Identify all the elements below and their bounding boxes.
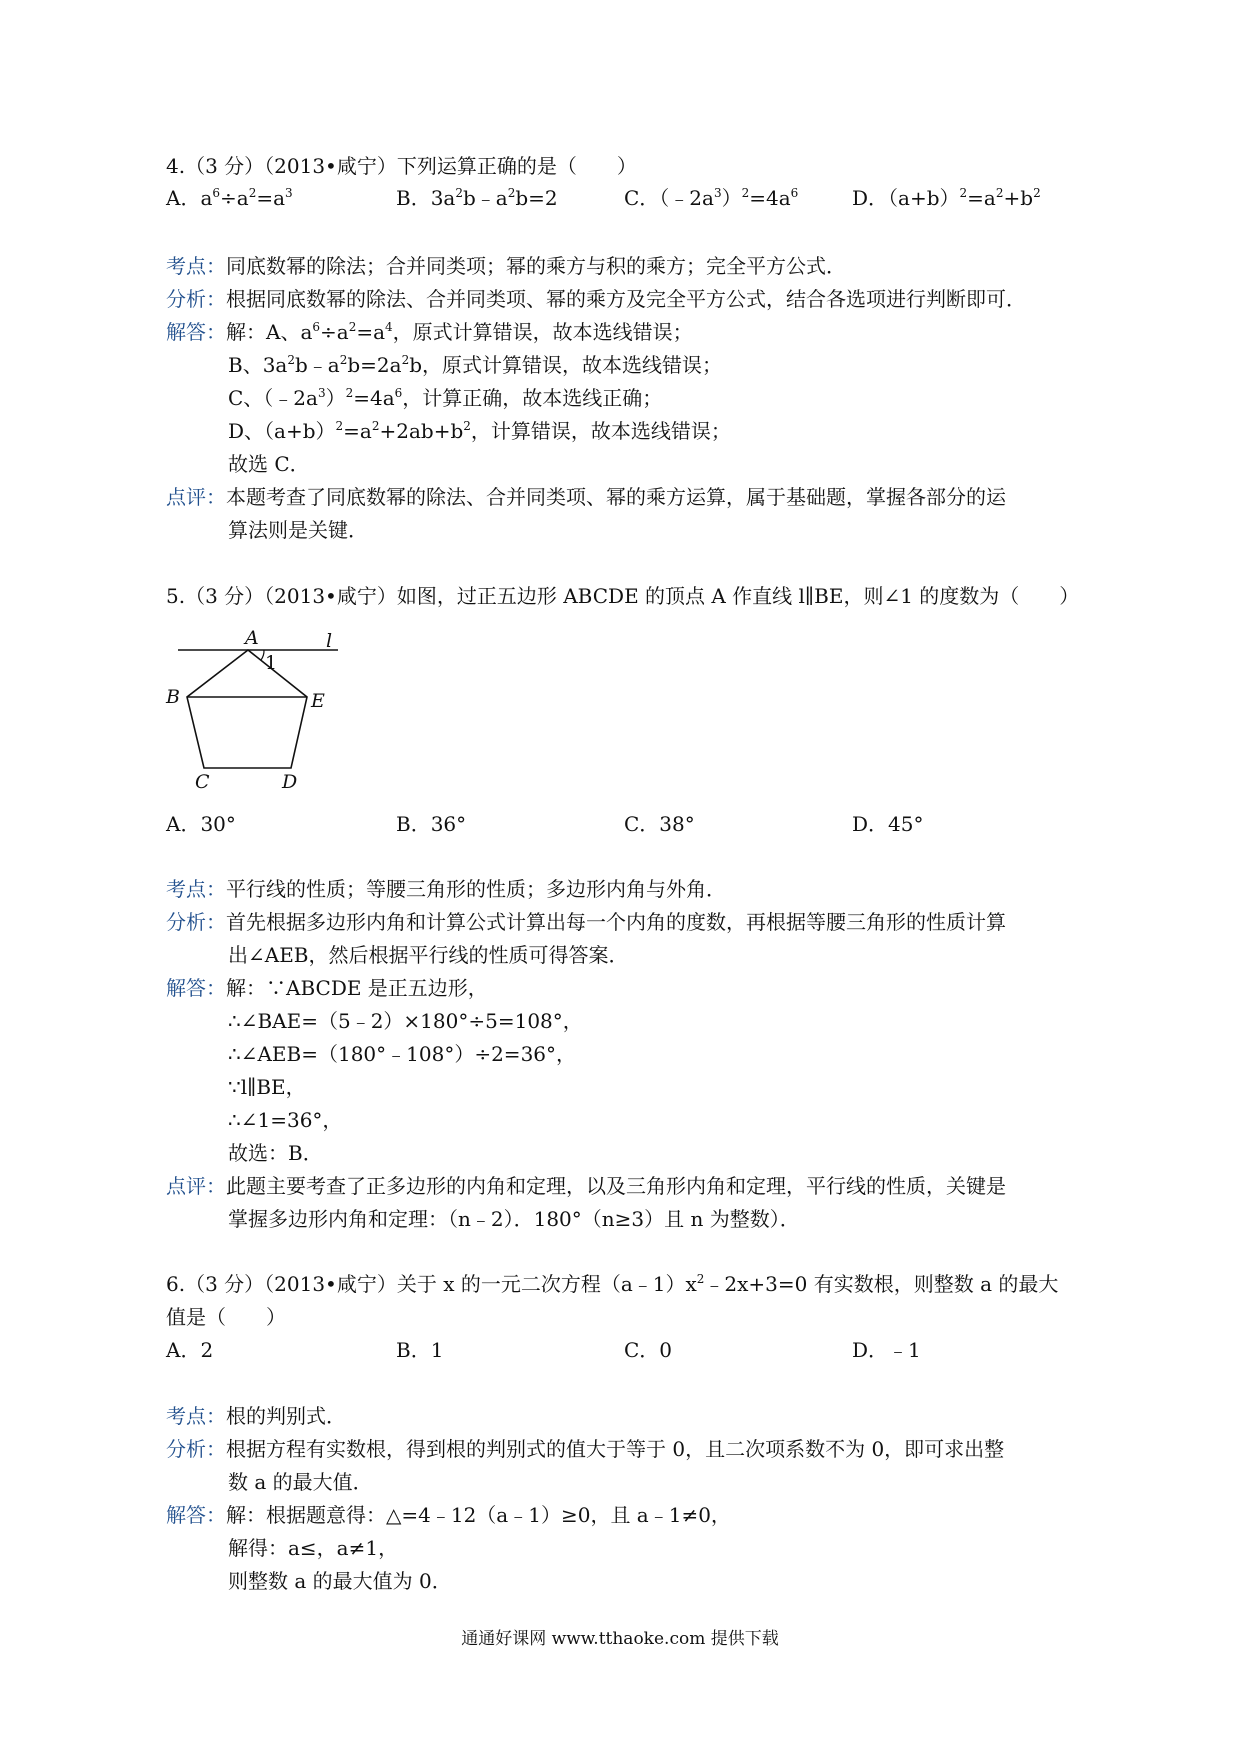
q6-jieda-2: 解得：a≤，a≠1， (228, 1536, 399, 1560)
q4-option-c: C．$(﹣2a^3)^2=4a^6$ (624, 186, 799, 210)
pentagon-figure (160, 620, 350, 790)
q6-option-d: D．﹣1 (852, 1338, 921, 1362)
q4-fenxi: 分析：根据同底数幂的除法、合并同类项、幂的乘方及完全平方公式，结合各选项进行判断即可． (166, 287, 1026, 311)
q5-option-d: D．45° (852, 812, 924, 836)
angle-1-arc (261, 650, 264, 660)
label-l: l (326, 630, 333, 652)
q5-dianping-2: 掌握多边形内角和定理：（n﹣2）．180°（n≥3）且 n 为整数）． (228, 1207, 800, 1231)
q5-option-c: C．38° (624, 812, 695, 836)
q4-jieda-1: 解答：解：A、$a^6\div a^2=a^4$，原式计算错误，故本选线错误； (166, 320, 693, 344)
q5-jieda-4: ∵l∥BE， (228, 1075, 306, 1099)
q5-jieda-6: 故选：B． (228, 1141, 323, 1165)
q5-stem: 5.（3 分）（2013•咸宁）如图，过正五边形 ABCDE 的顶点 A 作直线 l∥BE，则∠1 的度数为（ ） (166, 584, 1080, 608)
q4-kaodian: 考点：同底数幂的除法；合并同类项；幂的乘方与积的乘方；完全平方公式． (166, 254, 846, 278)
q6-fenxi-2: 数 a 的最大值． (228, 1470, 373, 1494)
q4-dianping-2: 算法则是关键． (228, 518, 368, 542)
q4-jieda-4: D、$(a+b)^2=a^2+2ab+b^2$，计算错误，故本选线错误； (228, 419, 731, 443)
q5-fenxi-2: 出∠AEB，然后根据平行线的性质可得答案． (228, 943, 629, 967)
q6-stem-2: 值是（ ） (166, 1305, 286, 1329)
q5-dianping-1: 点评：此题主要考查了正多边形的内角和定理，以及三角形内角和定理，平行线的性质，关键是 (166, 1174, 1006, 1198)
label-a: A (245, 627, 259, 649)
q5-jieda-5: ∴∠1=36°， (228, 1108, 343, 1132)
q5-jieda-3: ∴∠AEB=（180°﹣108°）÷2=36°， (228, 1042, 577, 1066)
q5-kaodian: 考点：平行线的性质；等腰三角形的性质；多边形内角与外角． (166, 877, 726, 901)
pentagon-abcde (187, 650, 307, 768)
q4-stem: 4.（3 分）（2013•咸宁）下列运算正确的是（ ） (166, 154, 637, 178)
q6-option-a: A．2 (166, 1338, 214, 1362)
q5-jieda-1: 解答：解：∵ABCDE 是正五边形， (166, 976, 488, 1000)
q4-option-a: A．$a^6\div a^2=a^3$ (166, 186, 293, 210)
q5-option-a: A．30° (166, 812, 236, 836)
q6-jieda-3: 则整数 a 的最大值为 0． (228, 1569, 452, 1593)
label-angle-1: 1 (265, 652, 278, 674)
q4-jieda-5: 故选 C． (228, 452, 310, 476)
q6-kaodian: 考点：根的判别式． (166, 1404, 346, 1428)
q5-jieda-2: ∴∠BAE=（5﹣2）×180°÷5=108°， (228, 1009, 583, 1033)
q5-option-b: B．36° (396, 812, 467, 836)
label-c: C (195, 771, 210, 790)
page-footer: 通通好课网 www.tthaoke.com 提供下载 (461, 1629, 779, 1649)
label-b: B (166, 686, 180, 708)
q4-dianping-1: 点评：本题考查了同底数幂的除法、合并同类项、幂的乘方运算，属于基础题，掌握各部分的运 (166, 485, 1006, 509)
q6-option-c: C．0 (624, 1338, 673, 1362)
label-d: D (282, 771, 298, 790)
q4-jieda-2: B、$3a^2b﹣a^2b=2a^2b$，原式计算错误，故本选线错误； (228, 353, 723, 377)
q6-jieda-1: 解答：解：根据题意得：△=4﹣12（a﹣1）≥0，且 a﹣1≠0， (166, 1503, 731, 1527)
label-e: E (311, 690, 325, 712)
q4-jieda-3: C、$(﹣2a^3)^2=4a^6$，计算正确，故本选线正确； (228, 386, 663, 410)
q4-option-d: D．$(a+b)^2=a^2+b^2$ (852, 186, 1041, 210)
q4-option-b: B．$3a^2b﹣a^2b=2$ (396, 186, 558, 210)
q6-option-b: B．1 (396, 1338, 444, 1362)
q6-stem-1: 6.（3 分）（2013•咸宁）关于 x 的一元二次方程$(a﹣1)x^2﹣2x+3=0$ 有实数根，则整数 a 的最大 (166, 1272, 1059, 1296)
q5-fenxi-1: 分析：首先根据多边形内角和计算公式计算出每一个内角的度数，再根据等腰三角形的性质计算 (166, 910, 1006, 934)
q6-fenxi-1: 分析：根据方程有实数根，得到根的判别式的值大于等于 0，且二次项系数不为 0，即可求出整 (166, 1437, 1005, 1461)
